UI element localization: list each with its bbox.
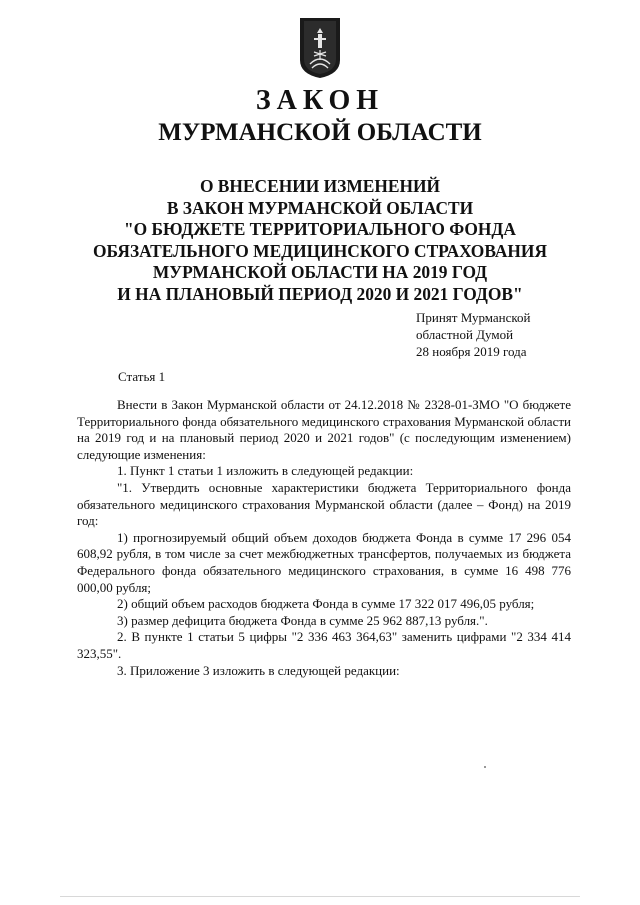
- paragraph: 2. В пункте 1 статьи 5 цифры "2 336 463 364,63" заменить цифрами "2 334 414 323,55".: [77, 629, 571, 661]
- coat-of-arms-icon: [298, 16, 342, 80]
- paragraph: 3. Приложение 3 изложить в следующей редакции:: [117, 662, 400, 678]
- adoption-line: областной Думой: [416, 327, 514, 342]
- region-heading: МУРМАНСКОЙ ОБЛАСТИ: [158, 119, 482, 146]
- paragraph: 1) прогнозируемый общий объем доходов бюджета Фонда в сумме 17 296 054 608,92 рубля, в том числе за счет межбюджетных трансфертов, получаемых из бюджета Федерального фонда обязательного медицинского страхования, в сумме 16 498 776 000,00 рубля;: [77, 529, 571, 595]
- law-heading: ЗАКОН: [255, 85, 385, 116]
- paragraph: 2) общий объем расходов бюджета Фонда в сумме 17 322 017 496,05 рубля;: [117, 596, 535, 612]
- law-title-line: И НА ПЛАНОВЫЙ ПЕРИОД 2020 И 2021 ГОДОВ": [117, 283, 523, 304]
- page-edge-divider: [60, 896, 580, 897]
- paragraph: Внести в Закон Мурманской области от 24.12.2018 № 2328-01-ЗМО "О бюджете Территориального фонда обязательного медицинского страхования Мурманской области на 2019 год и на плановый период 2020 и 2021 годов" (с последующим изменением) следующие изменения:: [77, 397, 571, 462]
- adoption-line: Принят Мурманской: [416, 310, 531, 325]
- article-label: Статья 1: [118, 369, 166, 384]
- scan-speck: [484, 766, 486, 768]
- law-title-line: МУРМАНСКОЙ ОБЛАСТИ НА 2019 ГОД: [152, 262, 488, 283]
- law-title: [60, 176, 580, 306]
- adoption-date: 28 ноября 2019 года: [416, 344, 527, 359]
- article-body: [77, 397, 571, 679]
- law-title-line: О ВНЕСЕНИИ ИЗМЕНЕНИЙ: [199, 176, 441, 196]
- adoption-note: [416, 309, 531, 360]
- paragraph: 3) размер дефицита бюджета Фонда в сумме 25 962 887,13 рубля.".: [117, 612, 488, 628]
- law-title-line: "О БЮДЖЕТЕ ТЕРРИТОРИАЛЬНОГО ФОНДА: [124, 219, 516, 240]
- law-title-line: ОБЯЗАТЕЛЬНОГО МЕДИЦИНСКОГО СТРАХОВАНИЯ: [92, 240, 548, 261]
- paragraph: 1. Пункт 1 статьи 1 изложить в следующей редакции:: [117, 463, 414, 479]
- paragraph: "1. Утвердить основные характеристики бюджета Территориального фонда обязательного медицинского страхования Мурманской области (далее – Фонд) на 2019 год:: [77, 479, 571, 529]
- law-title-line: В ЗАКОН МУРМАНСКОЙ ОБЛАСТИ: [166, 197, 474, 218]
